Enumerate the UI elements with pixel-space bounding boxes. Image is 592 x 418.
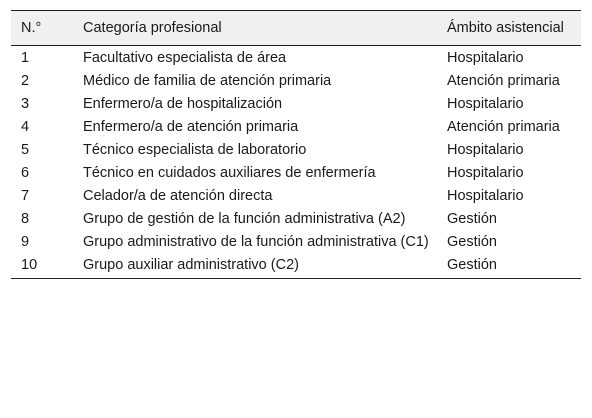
cell-category: Enfermero/a de hospitalización — [83, 95, 283, 112]
header-category: Categoría profesional — [73, 11, 437, 46]
cell-category: Médico de familia de atención primaria — [83, 72, 332, 89]
cell-scope: Gestión — [447, 233, 497, 250]
cell-number: 4 — [21, 118, 30, 135]
cell-scope: Hospitalario — [447, 187, 524, 204]
table-row — [11, 184, 581, 207]
cell-number: 6 — [21, 164, 30, 181]
cell-category: Celador/a de atención directa — [83, 187, 273, 204]
table-row — [11, 138, 581, 161]
cell-number: 1 — [21, 49, 30, 66]
cell-category: Facultativo especialista de área — [83, 49, 287, 66]
professional-categories-table — [11, 10, 581, 279]
cell-category: Técnico especialista de laboratorio — [83, 141, 307, 158]
cell-number: 5 — [21, 141, 30, 158]
header-number: N.° — [11, 11, 73, 46]
cell-scope: Atención primaria — [447, 72, 560, 89]
table-body — [11, 45, 581, 278]
cell-category: Técnico en cuidados auxiliares de enfermería — [83, 164, 376, 181]
cell-category: Grupo auxiliar administrativo (C2) — [73, 253, 437, 278]
table-row — [11, 45, 581, 69]
cell-scope: Hospitalario — [447, 164, 524, 181]
professional-categories-table-container — [11, 10, 581, 279]
cell-number: 7 — [21, 187, 30, 204]
cell-category: Grupo de gestión de la función administrativa (A2) — [83, 210, 406, 227]
cell-category: Grupo administrativo de la función administrativa (C1) — [83, 233, 429, 250]
cell-scope: Gestión — [437, 253, 581, 278]
cell-scope: Gestión — [447, 210, 497, 227]
table-row — [11, 230, 581, 253]
cell-number: 2 — [21, 72, 30, 89]
cell-number: 9 — [21, 233, 30, 250]
table-header — [11, 11, 581, 46]
table-row — [11, 69, 581, 92]
cell-number: 8 — [21, 210, 30, 227]
cell-scope: Hospitalario — [447, 95, 524, 112]
header-row — [11, 11, 581, 46]
table-row — [11, 253, 581, 278]
cell-scope: Hospitalario — [447, 49, 524, 66]
table-row — [11, 115, 581, 138]
cell-number: 10 — [11, 253, 73, 278]
cell-category: Enfermero/a de atención primaria — [83, 118, 299, 135]
table-row — [11, 161, 581, 184]
cell-number: 3 — [21, 95, 30, 112]
header-scope: Ámbito asistencial — [437, 11, 581, 46]
table-row — [11, 207, 581, 230]
table-row — [11, 92, 581, 115]
cell-scope: Hospitalario — [447, 141, 524, 158]
cell-scope: Atención primaria — [447, 118, 560, 135]
